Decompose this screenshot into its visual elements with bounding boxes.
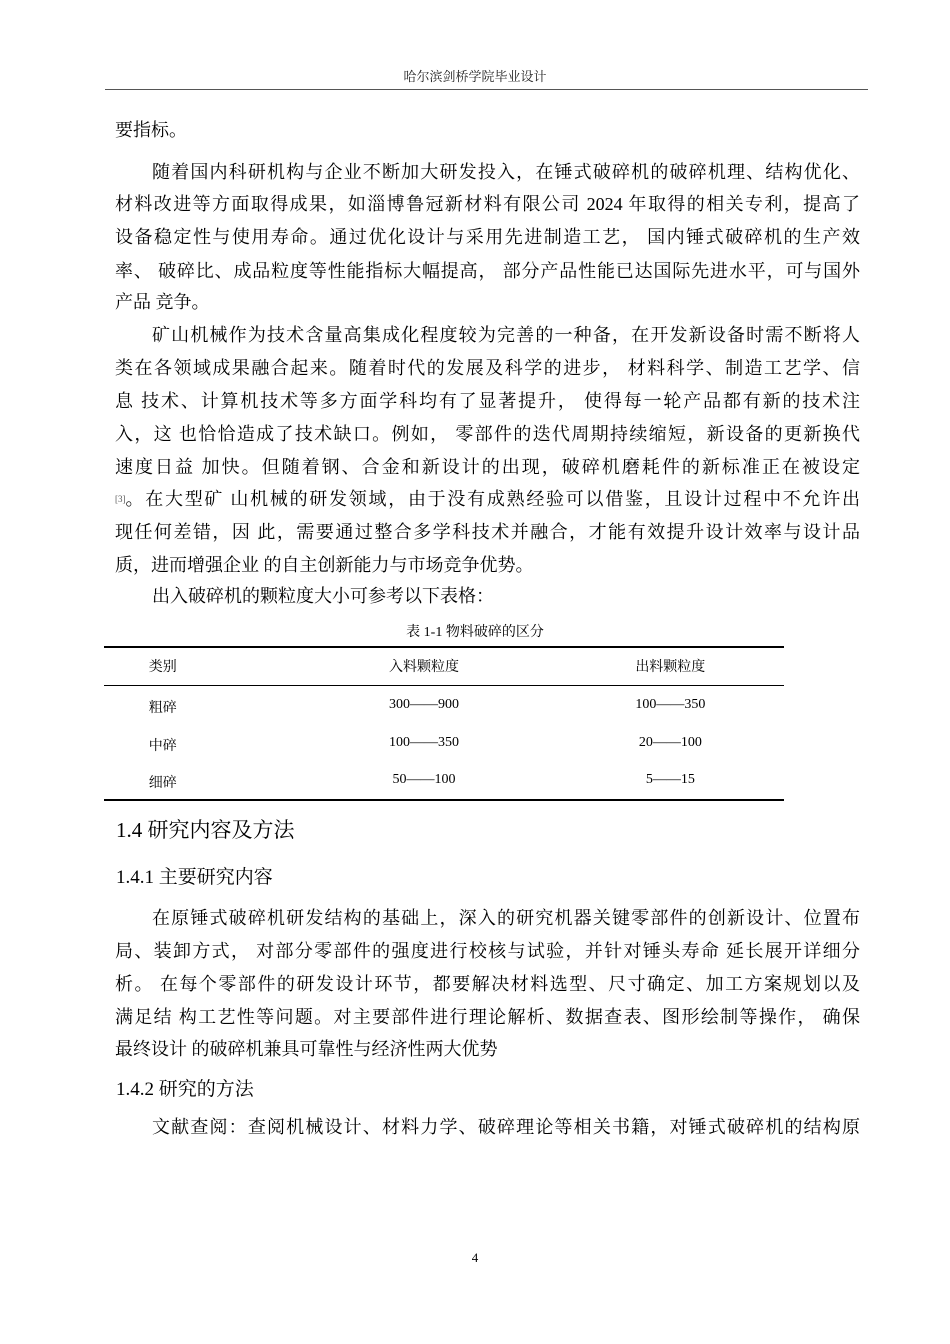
table-caption: 表 1-1 物料破碎的区分 bbox=[406, 625, 544, 640]
subsection-heading: 1.4.2 研究的方法 bbox=[116, 1079, 254, 1100]
page-number: 4 bbox=[471, 1250, 479, 1265]
table-cell: 5——15 bbox=[645, 772, 695, 787]
paragraph-line: 类在各领域成果融合起来。随着时代的发展及科学的进步， 材料科学、制造工艺学、信 bbox=[115, 358, 860, 378]
table-row bbox=[104, 735, 784, 755]
paragraph-line: 要指标。 bbox=[115, 120, 187, 140]
paragraph-line: 息 技术、计算机技术等多方面学科均有了显著提升， 使得每一轮产品都有新的技术注 bbox=[115, 391, 860, 411]
table-cell: 300——900 bbox=[389, 697, 460, 712]
paragraph-line: 质，进而增强企业 的自主创新能力与市场竞争优势。 bbox=[115, 555, 534, 575]
paragraph-line: 文献查阅：查阅机械设计、材料力学、破碎理论等相关书籍，对锤式破碎机的结构原 bbox=[152, 1117, 860, 1137]
paragraph-line: 满足结 构工艺性等问题。对主要部件进行理论解析、数据查表、图形绘制等操作， 确保 bbox=[115, 1007, 860, 1027]
paragraph-line: 现任何差错，因 此，需要通过整合多学科技术并融合，才能有效提升设计效率与设计品 bbox=[115, 522, 860, 542]
paragraph-line: 率、 破碎比、成品粒度等性能指标大幅提高， 部分产品性能已达国际先进水平，可与国外 bbox=[115, 261, 860, 281]
running-header: 哈尔滨剑桥学院毕业设计 bbox=[403, 69, 547, 84]
table-top-rule bbox=[104, 646, 784, 648]
subsection-heading: 1.4.1 主要研究内容 bbox=[116, 867, 273, 888]
table-header-row bbox=[104, 656, 784, 676]
paragraph-line: 析。 在每个零部件的研发设计环节，都要解决材料选型、尺寸确定、加工方案规划以及 bbox=[115, 974, 860, 994]
table-cell: 100——350 bbox=[635, 697, 706, 712]
paragraph-line: 随着国内科研机构与企业不断加大研发投入，在锤式破碎机的破碎机理、结构优化、 bbox=[152, 162, 860, 182]
paragraph-line: 出入破碎机的颗粒度大小可参考以下表格： bbox=[152, 586, 494, 606]
paragraph-line: 入，这 也恰恰造成了技术缺口。例如， 零部件的迭代周期持续缩短，新设备的更新换代 bbox=[115, 424, 860, 444]
paragraph-line-text: 。在大型矿 山机械的研发领域，由于没有成熟经验可以借鉴，且设计过程中不允许出 bbox=[125, 489, 860, 509]
header-rule bbox=[105, 89, 868, 90]
paragraph-line: 产品 竞争。 bbox=[115, 292, 210, 312]
table-cell: 20——100 bbox=[638, 735, 702, 750]
paragraph-line: 最终设计 的破碎机兼具可靠性与经济性两大优势 bbox=[115, 1039, 498, 1059]
paragraph-line: 在原锤式破碎机研发结构的基础上，深入的研究机器关键零部件的创新设计、位置布 bbox=[152, 908, 860, 928]
table-cell: 100——350 bbox=[389, 735, 460, 750]
paragraph-line: 材料改进等方面取得成果，如淄博鲁冠新材料有限公司 2024 年取得的相关专利，提高了 bbox=[115, 194, 860, 214]
table-cell: 50——100 bbox=[392, 772, 456, 787]
table-header: 入料颗粒度 bbox=[389, 660, 460, 675]
table-cell: 细碎 bbox=[148, 776, 177, 791]
paragraph-line: 局、装卸方式， 对部分零部件的强度进行校核与试验，并针对锤头寿命 延长展开详细分 bbox=[115, 941, 860, 961]
table-header: 类别 bbox=[148, 660, 177, 675]
citation: [3] bbox=[115, 494, 126, 504]
table-header: 出料颗粒度 bbox=[635, 660, 706, 675]
table-cell: 中碎 bbox=[148, 739, 177, 754]
paragraph-line: 速度日益 加快。但随着钢、合金和新设计的出现，破碎机磨耗件的新标准正在被设定 bbox=[115, 457, 860, 477]
table-row bbox=[104, 697, 784, 717]
table-row bbox=[104, 772, 784, 792]
table-cell: 粗碎 bbox=[148, 701, 177, 716]
table-bottom-rule bbox=[104, 799, 784, 801]
paragraph-line: 矿山机械作为技术含量高集成化程度较为完善的一种备，在开发新设备时需不断将人 bbox=[152, 325, 860, 345]
paragraph-line bbox=[115, 487, 860, 511]
table-header-rule bbox=[104, 685, 784, 686]
section-heading: 1.4 研究内容及方法 bbox=[116, 818, 295, 842]
paragraph-line: 设备稳定性与使用寿命。通过优化设计与采用先进制造工艺， 国内锤式破碎机的生产效 bbox=[115, 227, 860, 247]
